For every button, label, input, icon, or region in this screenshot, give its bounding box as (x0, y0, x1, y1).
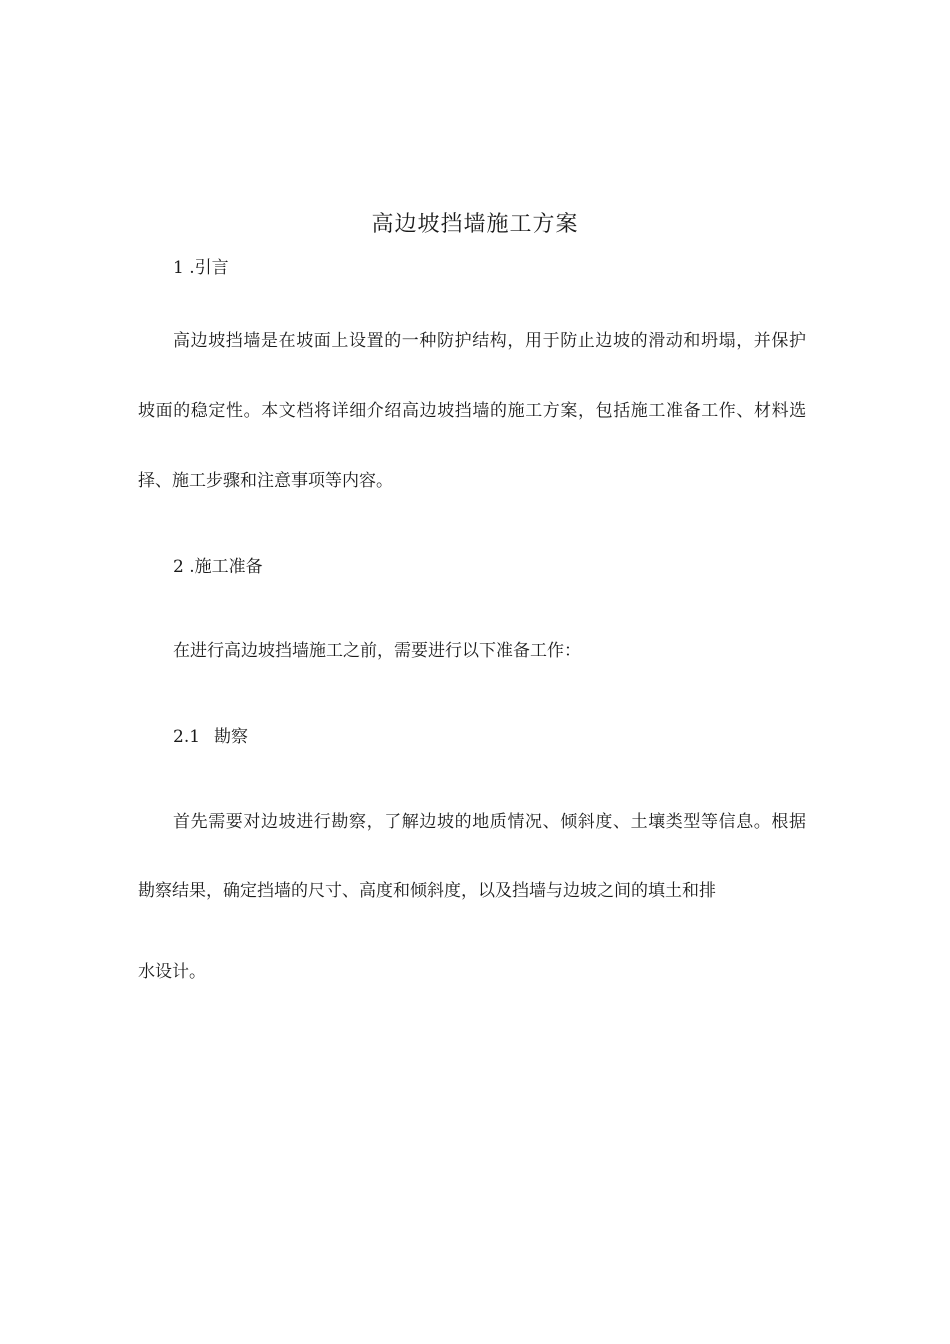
section-number: 2 . (173, 557, 195, 577)
section-heading-2 (173, 556, 263, 578)
paragraph-line: 首先需要对边坡进行勘察，了解边坡的地质情况、倾斜度、土壤类型等信息。根据 (173, 812, 807, 832)
section-title: 勘察 (214, 727, 249, 747)
section-heading-1 (173, 257, 229, 279)
paragraph-line: 勘察结果，确定挡墙的尺寸、高度和倾斜度，以及挡墙与边坡之间的填土和排 (138, 881, 716, 901)
section-title: 施工准备 (194, 557, 263, 577)
section-number: 2.1 (173, 727, 201, 747)
section-title: 引言 (194, 258, 229, 278)
document-title: 高边坡挡墙施工方案 (371, 212, 579, 237)
paragraph-line: 高边坡挡墙是在坡面上设置的一种防护结构，用于防止边坡的滑动和坍塌，并保护 (173, 331, 807, 351)
paragraph-line: 在进行高边坡挡墙施工之前，需要进行以下准备工作： (173, 641, 581, 661)
paragraph-line: 水设计。 (138, 962, 206, 982)
paragraph-line: 坡面的稳定性。本文档将详细介绍高边坡挡墙的施工方案，包括施工准备工作、材料选 (138, 401, 807, 421)
section-number: 1 . (173, 258, 195, 278)
section-heading-2-1 (173, 726, 248, 748)
paragraph-line: 择、施工步骤和注意事项等内容。 (138, 471, 393, 491)
